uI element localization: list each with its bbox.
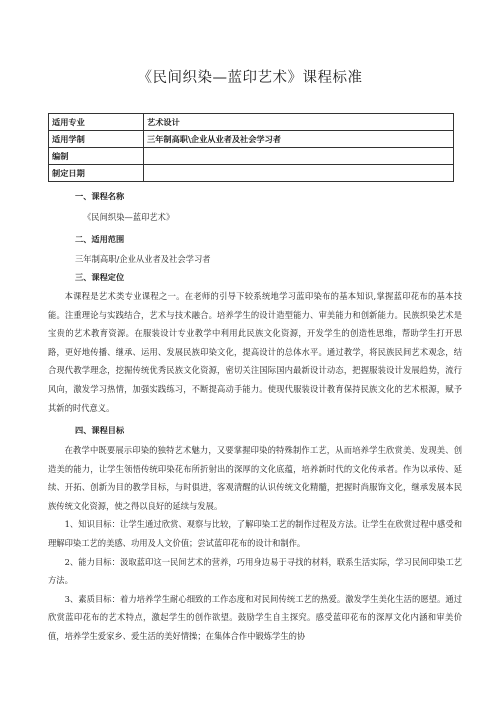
table-row — [49, 114, 454, 131]
section-heading-positioning: 三、课程定位 — [75, 272, 125, 282]
knowledge-goal-paragraph: 1、知识目标：让学生通过欣赏、观察与比较，了解印染工艺的制作过程及方法。让学生在欣赏过程中感受和理解印染工艺的美感、功用及人文价值；尝试蓝印花布的设计和制作。 — [48, 519, 462, 548]
objectives-body — [48, 441, 462, 646]
positioning-paragraph: 本课程是艺术类专业课程之一。在老师的引导下较系统地学习蓝印染布的基本知识,掌握蓝印花布的基本技能。注重理论与实践结合，艺术与技术融合。培养学生的设计造型能力、审美能力和创新能力。民族织染艺术是宝贵的艺术教育资源。在服装设计专业教学中利用此民族文化资源，开发学生的创造性思维，帮助学生打开思路，更好地传播、继承、运用、发展民族印染文化，提高设计的总体水平。通过教学，将民族民间艺术观念，结合现代教学理念，挖掘传统优秀民族文化资源，密切关注国际国内最新设计动态，把握服装设计发展趋势，流行风向，激发学习热情，加强实践练习，不断提高动手能力。使现代服装设计教育保持民族文化的艺术根源，赋予其新的时代意义。 — [48, 291, 462, 413]
table-row — [49, 148, 454, 165]
positioning-paragraph-block — [48, 287, 462, 417]
quality-goal-paragraph: 3、素质目标：着力培养学生耐心细致的工作态度和对民间传统工艺的热爱。激发学生美化生活的愿望。通过欣赏蓝印花布的艺术特点，激起学生的创作欲望。鼓励学生自主探究。感受蓝印花布的深厚文化内涵和审美价值，培养学生爱家乡、爱生活的美好情操；在集体合作中锻炼学生的协 — [48, 593, 462, 641]
table-label-duration: 适用学制 — [49, 131, 144, 148]
scope-text: 三年制高职/企业从业者及社会学习者 — [75, 254, 211, 264]
table-label-date: 制定日期 — [49, 165, 144, 182]
table-row — [49, 131, 454, 148]
ability-goal-paragraph: 2、能力目标：汲取蓝印这一民间艺术的营养，巧用身边易于寻找的材料，联系生活实际，学习民间印染工艺方法。 — [48, 556, 462, 586]
table-label-author: 编制 — [49, 148, 144, 165]
table-label-major: 适用专业 — [49, 114, 144, 131]
table-value-duration: 三年制高职\企业从业者及社会学习者 — [144, 131, 454, 148]
course-info-table — [48, 113, 454, 182]
table-row — [49, 165, 454, 182]
course-name-text: 《民间织染—蓝印艺术》 — [83, 212, 175, 222]
document-title: 《民间织染—蓝印艺术》课程标准 — [137, 70, 363, 86]
table-value-major: 艺术设计 — [144, 114, 454, 131]
section-heading-objectives: 四、课程目标 — [75, 425, 125, 435]
objectives-intro-paragraph: 在教学中既要展示印染的独特艺术魅力，又要掌握印染的特殊制作工艺，从而培养学生欣赏美、发现美、创造美的能力，让学生领悟传统印染花布所折射出的深厚的文化底蕴，培养新时代的文化传承者。作为以承传、延续、开拓、创新为目的教学目标，与时俱进，客观清醒的认识传统文化精髓，把握时尚服饰文化，继承发展本民族传统文化资源，使之得以良好的延续与发展。 — [48, 445, 462, 511]
section-heading-scope: 二、适用范围 — [75, 234, 125, 244]
table-value-author — [144, 148, 454, 165]
section-heading-course-name: 一、课程名称 — [75, 191, 125, 201]
table-value-date — [144, 165, 454, 182]
